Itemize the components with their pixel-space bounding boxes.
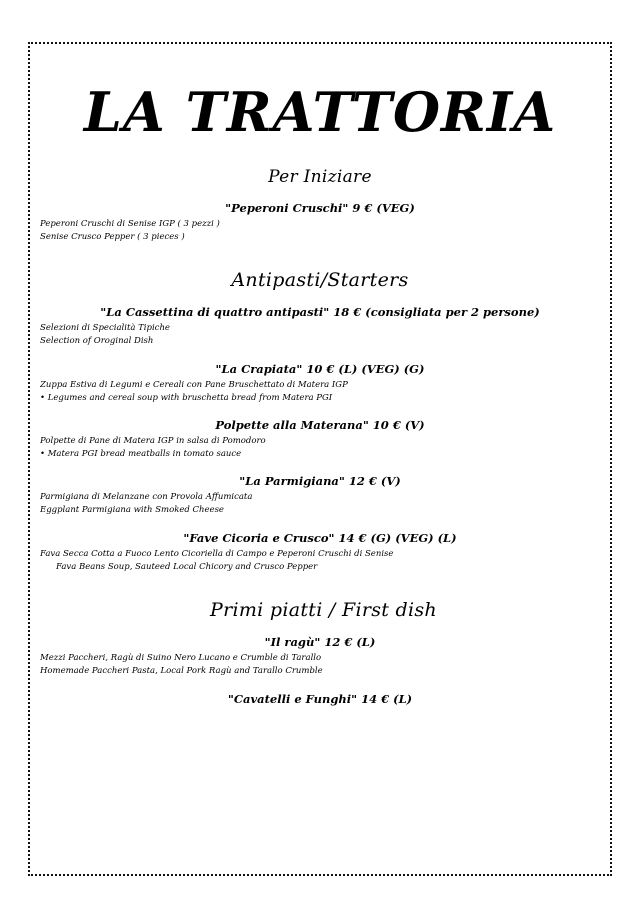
dish-description-line: • Polpette di Pane di Matera IGP in salsa di Pomodoro	[40, 436, 600, 447]
dish-description-list	[40, 492, 600, 516]
dish-name: "Il ragù" 12 € (L)	[264, 635, 376, 650]
section-primi-piatti	[40, 599, 600, 705]
dish-name: "Fave Cicoria e Crusco" 14 € (G) (VEG) (L)	[183, 530, 457, 545]
section-heading: Per Iniziare	[268, 166, 372, 187]
dish-description-line: • Zuppa Estiva di Legumi e Cereali con Pane Bruschettato di Matera IGP	[40, 380, 600, 391]
dish-description-line: • Peperoni Cruschi di Senise IGP ( 3 pezzi )	[40, 219, 600, 230]
page-title: LA TRATTORIA	[83, 80, 557, 144]
dish-description-list	[40, 219, 600, 243]
section-heading: Antipasti/Starters	[231, 269, 409, 292]
menu-item	[40, 635, 600, 677]
dish-description-list	[40, 653, 600, 677]
dish-description-line: • • Matera PGI bread meatballs in tomato sauce	[40, 449, 600, 460]
dish-name: "Cavatelli e Funghi" 14 € (L)	[227, 691, 413, 706]
dish-description-line: • Homemade Paccheri Pasta, Local Pork Ragù and Tarallo Crumble	[40, 666, 600, 677]
dish-description-line: • Selection of Oroginal Dish	[40, 336, 600, 347]
menu-item	[40, 305, 600, 347]
dish-description-line: • Fava Beans Soup, Sauteed Local Chicory and Crusco Pepper	[40, 562, 600, 573]
menu-item	[40, 474, 600, 516]
dish-description-line: • Selezioni di Specialità Tipiche	[40, 323, 600, 334]
dish-description-line: • Mezzi Paccheri, Ragù di Suino Nero Lucano e Crumble di Tarallo	[40, 653, 600, 664]
dish-name: Polpette alla Materana" 10 € (V)	[215, 418, 425, 432]
section-heading: Primi piatti / First dish	[210, 599, 437, 622]
section-antipasti-starters	[40, 269, 600, 573]
section-per-iniziare	[40, 167, 600, 243]
dish-name: "La Cassettina di quattro antipasti" 18 € (consigliata per 2 persone)	[100, 305, 540, 320]
menu-item	[40, 362, 600, 404]
dish-description-list	[40, 549, 600, 573]
menu-item	[40, 418, 600, 460]
dish-description-line: • Eggplant Parmigiana with Smoked Cheese	[40, 505, 600, 516]
menu-content	[40, 52, 600, 866]
dish-description-line: • Parmigiana di Melanzane con Provola Affumicata	[40, 492, 600, 503]
dish-description-line: • • Legumes and cereal soup with bruschetta bread from Matera PGI	[40, 393, 600, 404]
dish-description-line: • Fava Secca Cotta a Fuoco Lento Cicoriella di Campo e Peperoni Cruschi di Senise	[40, 549, 600, 560]
dish-name: "La Parmigiana" 12 € (V)	[239, 474, 401, 489]
dish-name: "Peperoni Cruschi" 9 € (VEG)	[225, 200, 415, 215]
dish-description-list	[40, 323, 600, 347]
dish-description-list	[40, 380, 600, 404]
dish-description-list	[40, 436, 600, 460]
dish-name: "La Crapiata" 10 € (L) (VEG) (G)	[215, 361, 425, 376]
dish-description-line: • Senise Crusco Pepper ( 3 pieces )	[40, 232, 600, 243]
menu-item	[40, 692, 600, 706]
menu-item	[40, 531, 600, 573]
menu-item	[40, 201, 600, 243]
